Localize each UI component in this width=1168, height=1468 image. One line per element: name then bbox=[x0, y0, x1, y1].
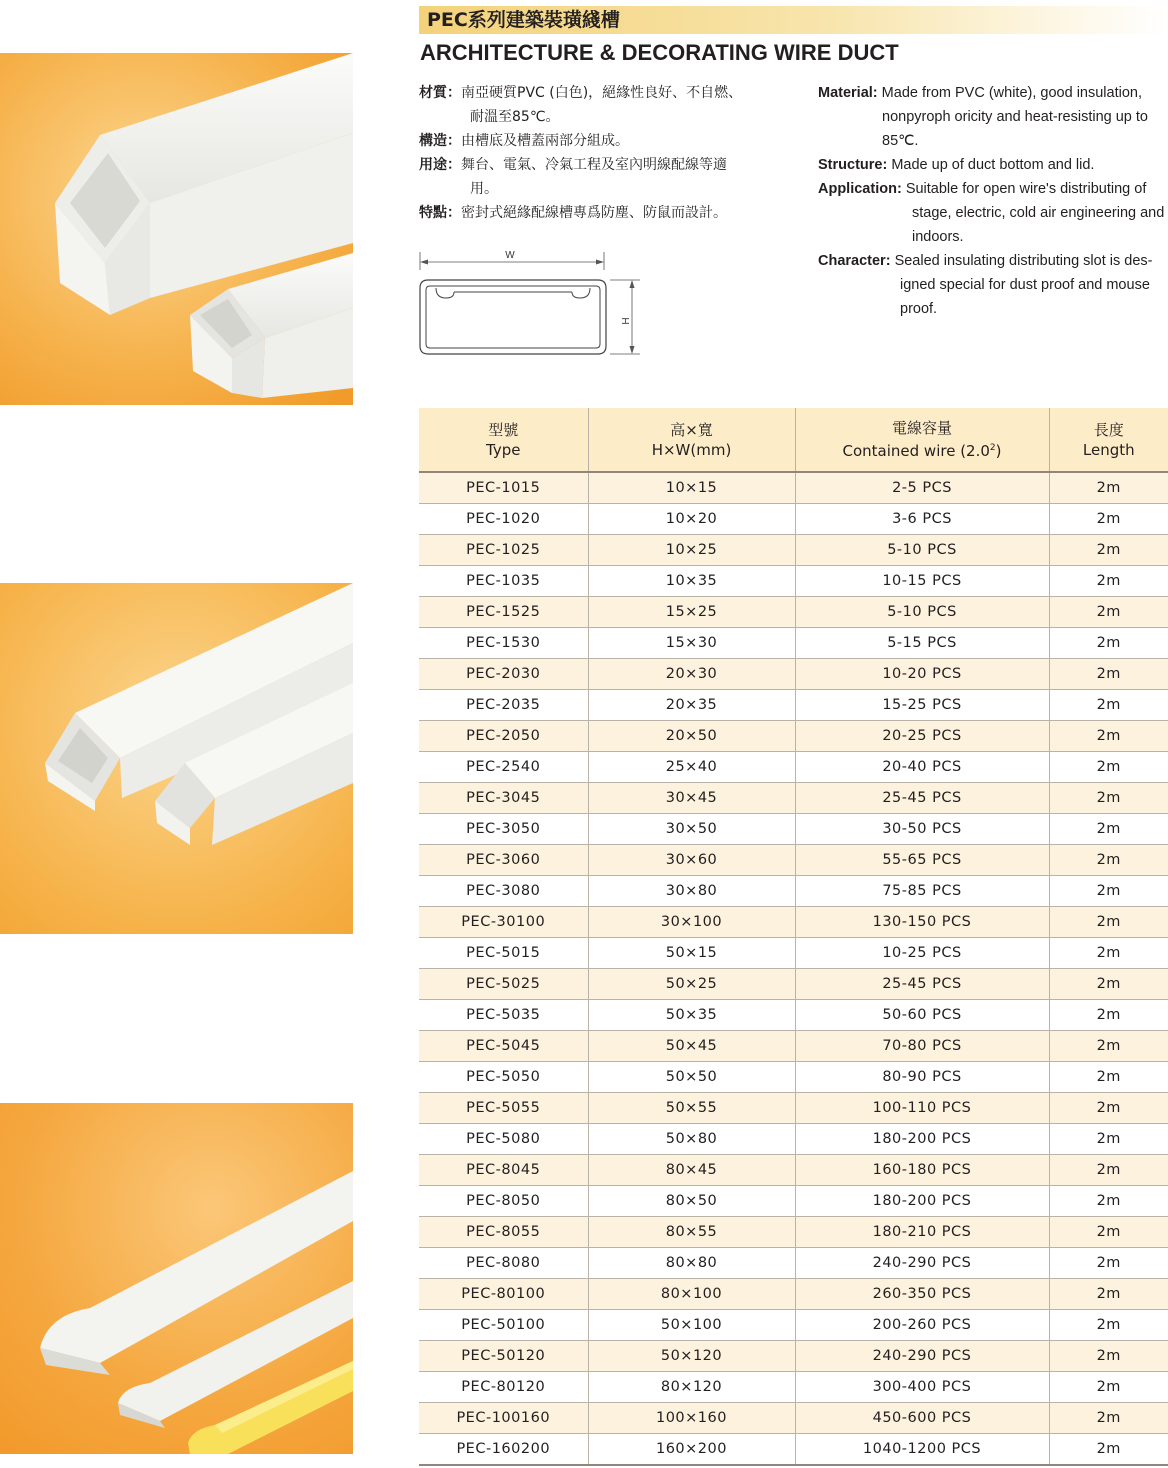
product-photo-floor-duct bbox=[0, 1103, 353, 1454]
cell-length: 2m bbox=[1049, 1124, 1168, 1155]
cell-size: 80×55 bbox=[588, 1217, 795, 1248]
cell-type: PEC-1035 bbox=[419, 566, 588, 597]
cell-type: PEC-100160 bbox=[419, 1403, 588, 1434]
cell-length: 2m bbox=[1049, 907, 1168, 938]
cell-type: PEC-3080 bbox=[419, 876, 588, 907]
cell-length: 2m bbox=[1049, 597, 1168, 628]
cell-size: 50×100 bbox=[588, 1310, 795, 1341]
cell-type: PEC-3045 bbox=[419, 783, 588, 814]
cell-length: 2m bbox=[1049, 845, 1168, 876]
spec-en-material-cont1: nonpyroph oricity and heat-resisting up to bbox=[882, 109, 1148, 125]
cell-length: 2m bbox=[1049, 1403, 1168, 1434]
cell-size: 50×80 bbox=[588, 1124, 795, 1155]
cell-length: 2m bbox=[1049, 659, 1168, 690]
cell-size: 15×25 bbox=[588, 597, 795, 628]
table-row bbox=[419, 628, 1168, 659]
table-row bbox=[419, 1403, 1168, 1434]
cell-size: 30×60 bbox=[588, 845, 795, 876]
spec-en-application-cont1: stage, electric, cold air engineering and bbox=[912, 205, 1165, 221]
cell-wire: 50-60 PCS bbox=[795, 1000, 1049, 1031]
cell-size: 50×25 bbox=[588, 969, 795, 1000]
table-row bbox=[419, 1186, 1168, 1217]
cell-size: 10×25 bbox=[588, 535, 795, 566]
cell-type: PEC-8045 bbox=[419, 1155, 588, 1186]
cell-length: 2m bbox=[1049, 535, 1168, 566]
cell-length: 2m bbox=[1049, 472, 1168, 504]
cell-length: 2m bbox=[1049, 752, 1168, 783]
cell-size: 50×120 bbox=[588, 1341, 795, 1372]
page-title-en: ARCHITECTURE & DECORATING WIRE DUCT bbox=[420, 40, 899, 65]
cell-wire: 300-400 PCS bbox=[795, 1372, 1049, 1403]
cell-type: PEC-5045 bbox=[419, 1031, 588, 1062]
cell-size: 15×30 bbox=[588, 628, 795, 659]
cell-type: PEC-1020 bbox=[419, 504, 588, 535]
cell-size: 10×15 bbox=[588, 472, 795, 504]
cell-length: 2m bbox=[1049, 628, 1168, 659]
spec-en-character: Character: Sealed insulating distributing slot is des- bbox=[818, 253, 1153, 269]
cell-type: PEC-50120 bbox=[419, 1341, 588, 1372]
cell-length: 2m bbox=[1049, 1062, 1168, 1093]
cell-type: PEC-8080 bbox=[419, 1248, 588, 1279]
cell-wire: 15-25 PCS bbox=[795, 690, 1049, 721]
table-row bbox=[419, 1000, 1168, 1031]
product-photo-square-duct-large bbox=[0, 53, 353, 405]
table-row bbox=[419, 752, 1168, 783]
table-row bbox=[419, 814, 1168, 845]
table-row bbox=[419, 1341, 1168, 1372]
cell-wire: 240-290 PCS bbox=[795, 1341, 1049, 1372]
cell-type: PEC-3060 bbox=[419, 845, 588, 876]
table-row bbox=[419, 472, 1168, 504]
cell-size: 30×45 bbox=[588, 783, 795, 814]
cell-size: 80×100 bbox=[588, 1279, 795, 1310]
spec-en-character-cont1: igned special for dust proof and mouse bbox=[900, 277, 1150, 293]
cell-type: PEC-5055 bbox=[419, 1093, 588, 1124]
table-row bbox=[419, 566, 1168, 597]
cell-length: 2m bbox=[1049, 1434, 1168, 1466]
table-row bbox=[419, 504, 1168, 535]
cell-wire: 260-350 PCS bbox=[795, 1279, 1049, 1310]
cell-type: PEC-1015 bbox=[419, 472, 588, 504]
cell-wire: 25-45 PCS bbox=[795, 969, 1049, 1000]
table-row bbox=[419, 969, 1168, 1000]
cell-length: 2m bbox=[1049, 814, 1168, 845]
cell-type: PEC-5025 bbox=[419, 969, 588, 1000]
cell-size: 30×50 bbox=[588, 814, 795, 845]
table-row bbox=[419, 1155, 1168, 1186]
cell-wire: 200-260 PCS bbox=[795, 1310, 1049, 1341]
cell-wire: 80-90 PCS bbox=[795, 1062, 1049, 1093]
product-photo-slim-duct bbox=[0, 583, 353, 934]
cell-length: 2m bbox=[1049, 1372, 1168, 1403]
cell-length: 2m bbox=[1049, 783, 1168, 814]
cell-size: 20×35 bbox=[588, 690, 795, 721]
cell-wire: 180-200 PCS bbox=[795, 1124, 1049, 1155]
cell-size: 80×120 bbox=[588, 1372, 795, 1403]
table-row bbox=[419, 783, 1168, 814]
table-row bbox=[419, 907, 1168, 938]
table-row bbox=[419, 597, 1168, 628]
spec-en-application: Application: Suitable for open wire's distributing of bbox=[818, 181, 1147, 197]
cell-length: 2m bbox=[1049, 721, 1168, 752]
cell-type: PEC-160200 bbox=[419, 1434, 588, 1466]
cell-wire: 10-15 PCS bbox=[795, 566, 1049, 597]
table-row bbox=[419, 1031, 1168, 1062]
spec-en-application-cont2: indoors. bbox=[912, 229, 964, 245]
spec-zh-material-cont: 耐溫至85℃。 bbox=[470, 109, 560, 125]
cell-wire: 100-110 PCS bbox=[795, 1093, 1049, 1124]
cell-wire: 20-25 PCS bbox=[795, 721, 1049, 752]
dimension-h-label: H bbox=[619, 317, 630, 325]
spec-zh-material: 材質：南亞硬質PVC (白色)，絕緣性良好、不自燃、 bbox=[419, 85, 743, 101]
cell-length: 2m bbox=[1049, 1093, 1168, 1124]
table-row bbox=[419, 721, 1168, 752]
cell-type: PEC-1025 bbox=[419, 535, 588, 566]
spec-en-character-cont2: proof. bbox=[900, 301, 938, 317]
cell-wire: 180-210 PCS bbox=[795, 1217, 1049, 1248]
table-body bbox=[419, 472, 1168, 1465]
cell-size: 50×15 bbox=[588, 938, 795, 969]
cell-length: 2m bbox=[1049, 1310, 1168, 1341]
cell-length: 2m bbox=[1049, 1000, 1168, 1031]
cell-type: PEC-3050 bbox=[419, 814, 588, 845]
spec-zh-character: 特點：密封式絕緣配線槽專爲防塵、防鼠而設計。 bbox=[419, 205, 727, 221]
cell-size: 30×80 bbox=[588, 876, 795, 907]
table-header-row bbox=[419, 408, 1168, 472]
cell-type: PEC-1530 bbox=[419, 628, 588, 659]
cell-wire: 130-150 PCS bbox=[795, 907, 1049, 938]
cell-length: 2m bbox=[1049, 938, 1168, 969]
cell-length: 2m bbox=[1049, 1217, 1168, 1248]
cell-wire: 70-80 PCS bbox=[795, 1031, 1049, 1062]
table-row bbox=[419, 1248, 1168, 1279]
cell-wire: 10-20 PCS bbox=[795, 659, 1049, 690]
spec-en-material-cont2: 85℃. bbox=[882, 133, 919, 149]
cell-length: 2m bbox=[1049, 566, 1168, 597]
cell-length: 2m bbox=[1049, 504, 1168, 535]
cell-wire: 1040-1200 PCS bbox=[795, 1434, 1049, 1466]
cell-length: 2m bbox=[1049, 1031, 1168, 1062]
cell-wire: 5-10 PCS bbox=[795, 597, 1049, 628]
cell-size: 100×160 bbox=[588, 1403, 795, 1434]
spec-zh-application-cont: 用。 bbox=[470, 181, 498, 197]
cell-type: PEC-2540 bbox=[419, 752, 588, 783]
cell-wire: 5-15 PCS bbox=[795, 628, 1049, 659]
cell-size: 20×50 bbox=[588, 721, 795, 752]
table-row bbox=[419, 1434, 1168, 1466]
cell-size: 50×55 bbox=[588, 1093, 795, 1124]
product-spec-table bbox=[419, 408, 1168, 1466]
table-row bbox=[419, 659, 1168, 690]
cell-length: 2m bbox=[1049, 1186, 1168, 1217]
cell-wire: 10-25 PCS bbox=[795, 938, 1049, 969]
cell-type: PEC-2035 bbox=[419, 690, 588, 721]
cell-type: PEC-30100 bbox=[419, 907, 588, 938]
cell-wire: 75-85 PCS bbox=[795, 876, 1049, 907]
cell-type: PEC-5015 bbox=[419, 938, 588, 969]
spec-en-material: Material: Made from PVC (white), good insulation, bbox=[818, 85, 1142, 101]
cell-size: 30×100 bbox=[588, 907, 795, 938]
cell-length: 2m bbox=[1049, 1248, 1168, 1279]
cell-type: PEC-5035 bbox=[419, 1000, 588, 1031]
cell-size: 50×45 bbox=[588, 1031, 795, 1062]
cell-wire: 3-6 PCS bbox=[795, 504, 1049, 535]
cell-wire: 450-600 PCS bbox=[795, 1403, 1049, 1434]
table-row bbox=[419, 1279, 1168, 1310]
spec-zh-application: 用途：舞台、電氣、冷氣工程及室內明線配線等適 bbox=[419, 157, 727, 173]
cell-length: 2m bbox=[1049, 876, 1168, 907]
cell-type: PEC-8055 bbox=[419, 1217, 588, 1248]
spec-en-structure: Structure: Made up of duct bottom and lid. bbox=[818, 157, 1095, 173]
table-row bbox=[419, 1062, 1168, 1093]
cell-type: PEC-2050 bbox=[419, 721, 588, 752]
cell-type: PEC-80100 bbox=[419, 1279, 588, 1310]
duct-cross-section-diagram bbox=[414, 244, 640, 360]
cell-size: 20×30 bbox=[588, 659, 795, 690]
cell-type: PEC-2030 bbox=[419, 659, 588, 690]
table-row bbox=[419, 690, 1168, 721]
cell-wire: 2-5 PCS bbox=[795, 472, 1049, 504]
cell-type: PEC-1525 bbox=[419, 597, 588, 628]
cell-length: 2m bbox=[1049, 1155, 1168, 1186]
cell-type: PEC-8050 bbox=[419, 1186, 588, 1217]
page-title-zh: PEC系列建築裝璜綫槽 bbox=[427, 9, 620, 31]
cell-size: 160×200 bbox=[588, 1434, 795, 1466]
table-row bbox=[419, 535, 1168, 566]
cell-wire: 180-200 PCS bbox=[795, 1186, 1049, 1217]
cell-size: 50×35 bbox=[588, 1000, 795, 1031]
cell-type: PEC-5080 bbox=[419, 1124, 588, 1155]
cell-wire: 55-65 PCS bbox=[795, 845, 1049, 876]
col-header-wire: 電線容量 Contained wire $(2.0^2)$ bbox=[795, 408, 1049, 472]
cell-size: 80×80 bbox=[588, 1248, 795, 1279]
col-header-type: 型號 Type bbox=[419, 408, 588, 472]
cell-size: 10×20 bbox=[588, 504, 795, 535]
table-row bbox=[419, 938, 1168, 969]
cell-length: 2m bbox=[1049, 690, 1168, 721]
cell-wire: 20-40 PCS bbox=[795, 752, 1049, 783]
table-row bbox=[419, 1217, 1168, 1248]
table-row bbox=[419, 1310, 1168, 1341]
col-header-length: 長度 Length bbox=[1049, 408, 1168, 472]
spec-zh-structure: 構造：由槽底及槽蓋兩部分組成。 bbox=[419, 133, 629, 149]
cell-type: PEC-80120 bbox=[419, 1372, 588, 1403]
cell-size: 25×40 bbox=[588, 752, 795, 783]
cell-length: 2m bbox=[1049, 1341, 1168, 1372]
col-header-size: 高×寬 H×W(mm) bbox=[588, 408, 795, 472]
cell-wire: 30-50 PCS bbox=[795, 814, 1049, 845]
cell-type: PEC-5050 bbox=[419, 1062, 588, 1093]
table-row bbox=[419, 1093, 1168, 1124]
cell-length: 2m bbox=[1049, 969, 1168, 1000]
cell-size: 80×45 bbox=[588, 1155, 795, 1186]
cell-wire: 25-45 PCS bbox=[795, 783, 1049, 814]
cell-size: 80×50 bbox=[588, 1186, 795, 1217]
table-row bbox=[419, 1124, 1168, 1155]
cell-wire: 160-180 PCS bbox=[795, 1155, 1049, 1186]
cell-type: PEC-50100 bbox=[419, 1310, 588, 1341]
cell-size: 50×50 bbox=[588, 1062, 795, 1093]
cell-wire: 5-10 PCS bbox=[795, 535, 1049, 566]
table-row bbox=[419, 1372, 1168, 1403]
table-row bbox=[419, 845, 1168, 876]
table-row bbox=[419, 876, 1168, 907]
cell-wire: 240-290 PCS bbox=[795, 1248, 1049, 1279]
cell-size: 10×35 bbox=[588, 566, 795, 597]
cell-length: 2m bbox=[1049, 1279, 1168, 1310]
dimension-w-label: W bbox=[505, 250, 515, 261]
